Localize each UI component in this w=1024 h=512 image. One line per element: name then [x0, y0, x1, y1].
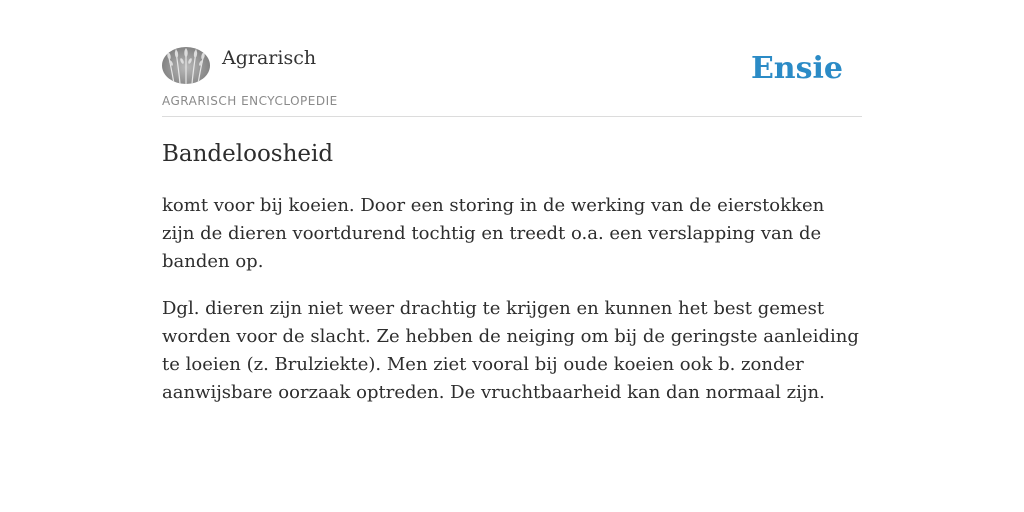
article	[162, 138, 862, 407]
site-logo[interactable]	[162, 47, 210, 84]
brand-logo-link[interactable]: Ensie	[750, 51, 843, 86]
site-header	[162, 0, 862, 117]
wheat-ears-icon	[162, 47, 210, 84]
article-title: Bandeloosheid	[162, 141, 334, 167]
site-name-link[interactable]: Agrarisch	[222, 47, 317, 69]
article-paragraph: Dgl. dieren zijn niet weer drachtig te krijgen en kunnen het best gemest worden voor de slacht. Ze hebben de neiging om bij de geringste aanleiding te loeien (z. Brulziekte). Men ziet vooral bij oude koeien ook b. zonder aanwijsbare oorzaak optreden. De vruchtbaarheid kan dan normaal zijn.	[162, 298, 859, 403]
site-subtitle: AGRARISCH ENCYCLOPEDIE	[162, 94, 338, 108]
article-paragraph: komt voor bij koeien. Door een storing in de werking van de eierstokken zijn de dieren voortdurend tochtig en treedt o.a. een verslapping van de banden op.	[162, 195, 825, 272]
